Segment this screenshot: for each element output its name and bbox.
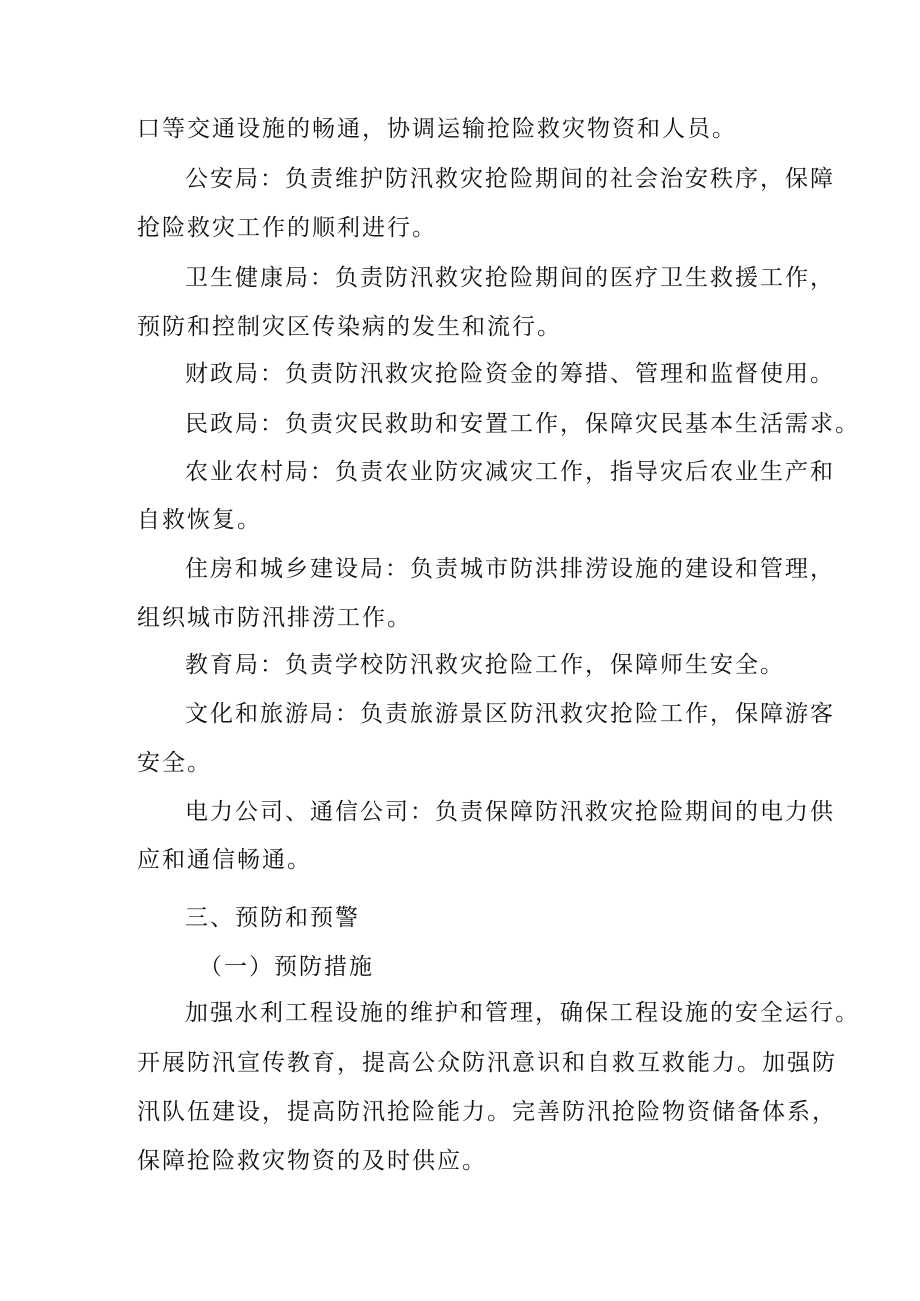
body-line: 文化和旅游局：负责旅游景区防汛救灾抢险工作，保障游客 <box>185 701 835 727</box>
body-line: 保障抢险救灾物资的及时供应。 <box>137 1148 487 1174</box>
body-line: 民政局：负责灾民救助和安置工作，保障灾民基本生活需求。 <box>185 411 860 437</box>
section-heading: 三、预防和预警 <box>185 905 360 931</box>
body-line: 口等交通设施的畅通，协调运输抢险救灾物资和人员。 <box>137 116 737 142</box>
body-line: 开展防汛宣传教育，提高公众防汛意识和自救互救能力。加强防 <box>137 1050 837 1076</box>
body-line: 农业农村局：负责农业防灾减灾工作，指导灾后农业生产和 <box>185 459 835 485</box>
body-line: 财政局：负责防汛救灾抢险资金的筹措、管理和监督使用。 <box>185 361 835 387</box>
body-line: 电力公司、通信公司：负责保障防汛救灾抢险期间的电力供 <box>185 799 835 825</box>
body-line: 汛队伍建设，提高防汛抢险能力。完善防汛抢险物资储备体系， <box>137 1099 837 1125</box>
body-line: 安全。 <box>137 750 212 776</box>
body-line: 自救恢复。 <box>137 507 262 533</box>
subsection-heading: （一）预防措施 <box>199 954 374 980</box>
body-line: 教育局：负责学校防汛救灾抢险工作，保障师生安全。 <box>185 652 785 678</box>
body-line: 应和通信畅通。 <box>137 847 312 873</box>
body-line: 卫生健康局：负责防汛救灾抢险期间的医疗卫生救援工作， <box>185 265 835 291</box>
body-line: 公安局：负责维护防汛救灾抢险期间的社会治安秩序，保障 <box>185 166 835 192</box>
body-line: 抢险救灾工作的顺利进行。 <box>137 215 437 241</box>
body-line: 住房和城乡建设局：负责城市防洪排涝设施的建设和管理， <box>185 556 835 582</box>
body-line: 预防和控制灾区传染病的发生和流行。 <box>137 314 562 340</box>
body-line: 组织城市防汛排涝工作。 <box>137 605 412 631</box>
body-line: 加强水利工程设施的维护和管理，确保工程设施的安全运行。 <box>185 1000 860 1026</box>
